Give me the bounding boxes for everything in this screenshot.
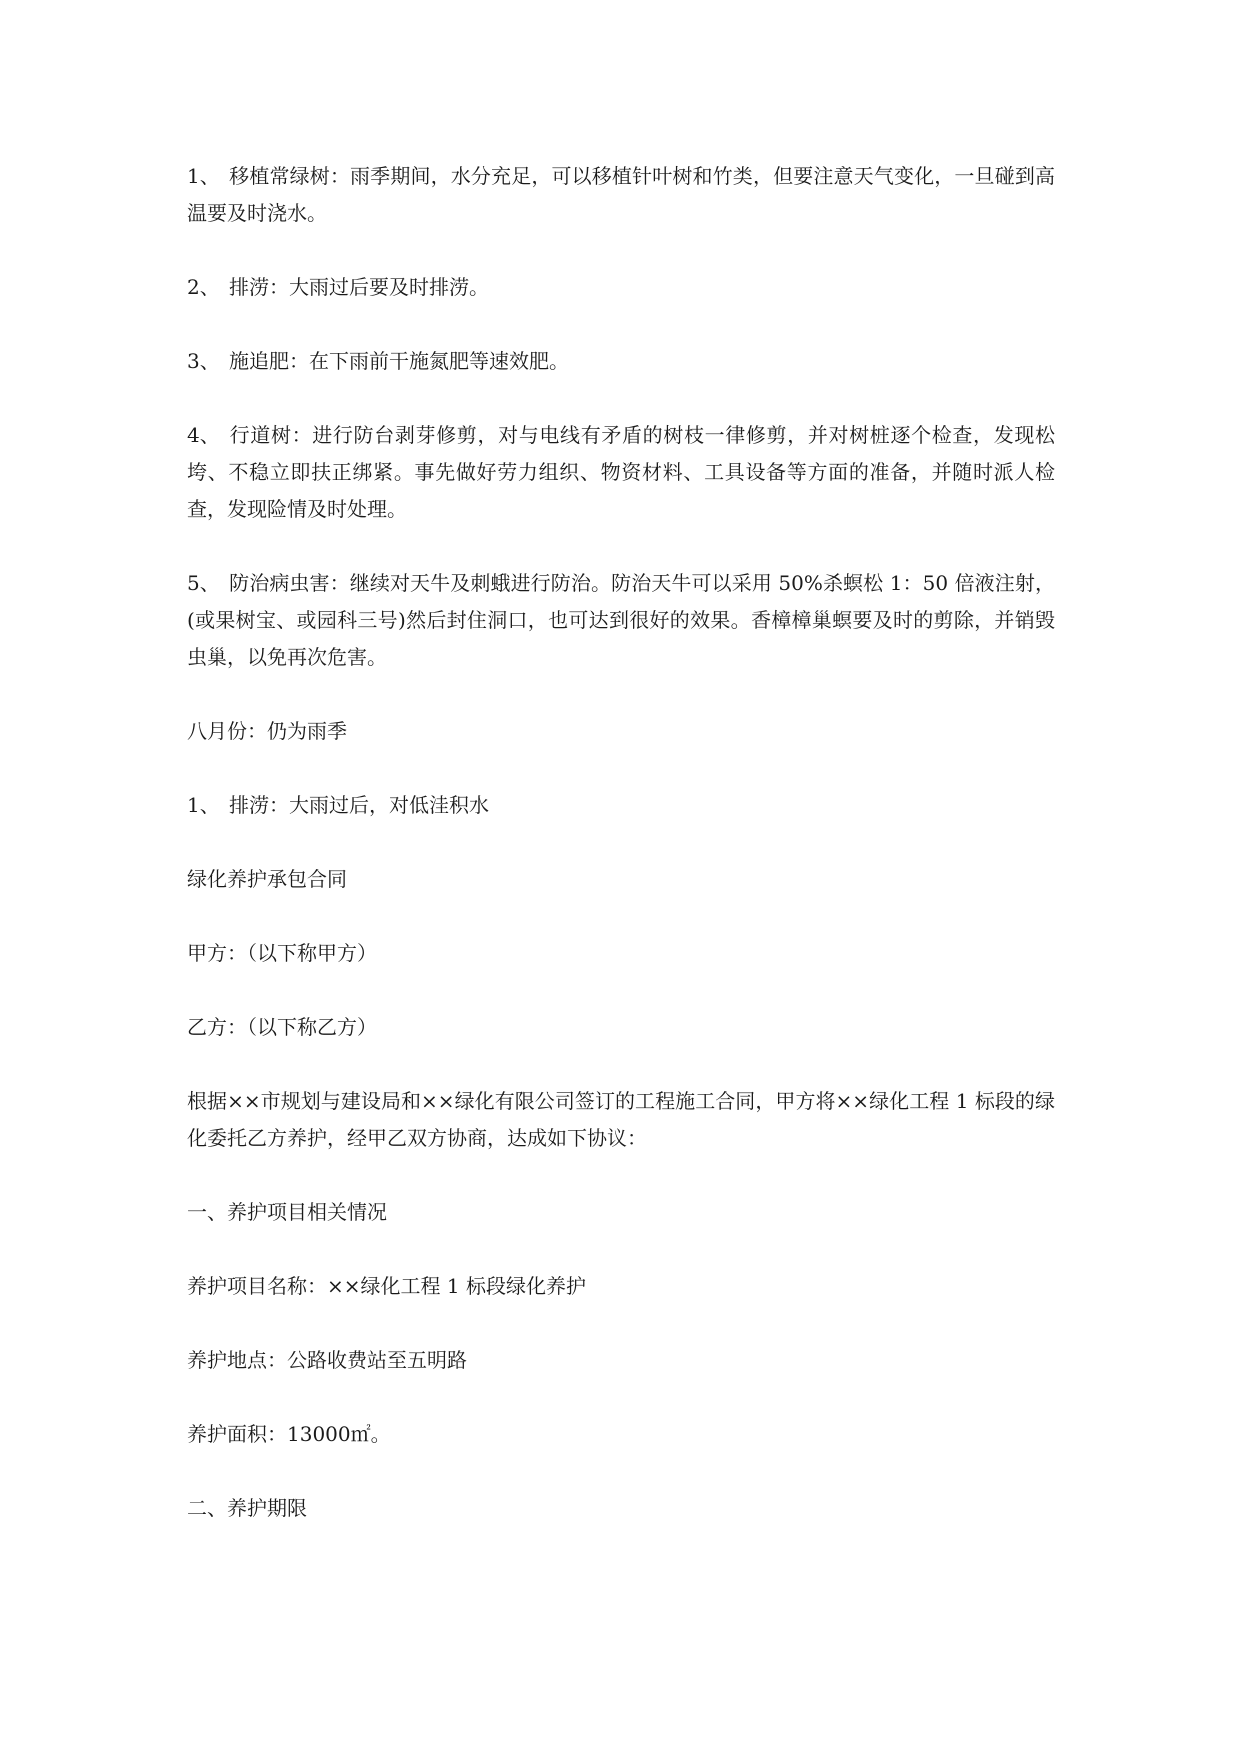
item-number: 5、: [187, 571, 220, 595]
party-b-line: 乙方：（以下称乙方）: [187, 1015, 377, 1039]
section-title: 二、养护期限: [187, 1496, 307, 1520]
section-title: 一、养护项目相关情况: [187, 1200, 387, 1224]
list-item: [187, 417, 1055, 528]
list-item: [187, 565, 1055, 676]
august-heading: 八月份：仍为雨季: [187, 719, 347, 743]
item-number: 1、: [187, 164, 220, 188]
item-number: 2、: [187, 275, 220, 299]
item-number: 4、: [187, 423, 220, 447]
document-body: [187, 158, 1055, 1564]
item-number: 3、: [187, 349, 220, 373]
item-text: 排涝：大雨过后要及时排涝。: [229, 275, 489, 299]
item-text: 施追肥：在下雨前干施氮肥等速效肥。: [229, 349, 569, 373]
party-a-line: 甲方：（以下称甲方）: [187, 941, 377, 965]
item-text: 移植常绿树：雨季期间，水分充足，可以移植针叶树和竹类，但要注意天气变化，一旦碰到高温要及时浇水。: [187, 164, 1055, 225]
list-item: [187, 158, 1055, 232]
item-text: 行道树：进行防台剥芽修剪，对与电线有矛盾的树枝一律修剪，并对树桩逐个检查，发现松垮、不稳立即扶正绑紧。事先做好劳力组织、物资材料、工具设备等方面的准备，并随时派人检查，发现险情及时处理。: [187, 423, 1055, 521]
project-location-line: 养护地点：公路收费站至五明路: [187, 1348, 467, 1372]
item-text: 排涝：大雨过后，对低洼积水: [229, 793, 489, 817]
contract-title: 绿化养护承包合同: [187, 867, 347, 891]
list-item: [187, 269, 1055, 306]
item-text: 防治病虫害：继续对天牛及刺蛾进行防治。防治天牛可以采用 50%杀螟松 1：50 倍液注射，(或果树宝、或园科三号)然后封住洞口，也可达到很好的效果。香樟樟巢螟要及时的剪除，并销毁虫巢，以免再次危害。: [187, 571, 1055, 669]
list-item: [187, 343, 1055, 380]
project-name-line: 养护项目名称：××绿化工程 1 标段绿化养护: [187, 1274, 586, 1298]
list-item: [187, 787, 1055, 824]
project-area-line: 养护面积：13000㎡。: [187, 1422, 391, 1446]
item-number: 1、: [187, 793, 220, 817]
contract-preamble: 根据××市规划与建设局和××绿化有限公司签订的工程施工合同，甲方将××绿化工程 1 标段的绿化委托乙方养护，经甲乙双方协商，达成如下协议：: [187, 1089, 1055, 1150]
